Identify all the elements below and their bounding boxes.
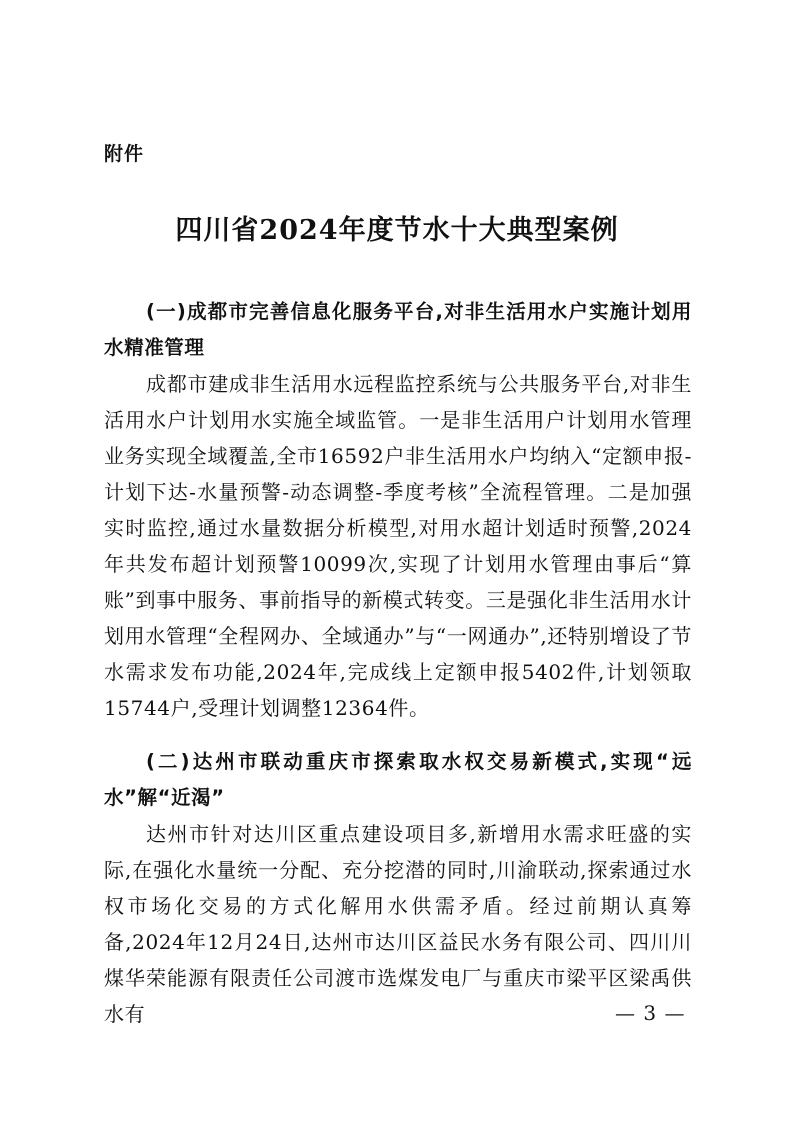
section-1-paragraph: 成都市建成非生活用水远程监控系统与公共服务平台,对非生活用水户计划用水实施全域监管。一是非生活用户计划用水管理业务实现全域覆盖,全市16592户非生活用水户均纳入“定额申报-计划下达-水量预警-动态调整-季度考核”全流程管理。二是加强实时监控,通过水量数据分析模型,对用水超计划适时预警,2024年共发布超计划预警10099次,实现了计划用水管理由事后“算账”到事中服务、事前指导的新模式转变。三是强化非生活用水计划用水管理“全程网办、全域通办”与“一网通办”,还特别增设了节水需求发布功能,2024年,完成线上定额申报5402件,计划领取15744户,受理计划调整12364件。 (104, 372, 692, 720)
page-number: — 3 — (615, 1001, 686, 1025)
document-title: 四川省2024年度节水十大典型案例 (175, 215, 619, 246)
section-2-heading: (二)达州市联动重庆市探索取水权交易新模式,实现“远水”解“近渴” (104, 750, 692, 809)
section-1-heading: (一)成都市完善信息化服务平台,对非生活用水户实施计划用水精准管理 (104, 300, 692, 359)
attachment-label: 附件 (104, 143, 145, 165)
section-2-paragraph: 达州市针对达川区重点建设项目多,新增用水需求旺盛的实际,在强化水量统一分配、充分挖潜的同时,川渝联动,探索通过水权市场化交易的方式化解用水供需矛盾。经过前期认真筹备,2024年12月24日,达州市达川区益民水务有限公司、四川川煤华荣能源有限责任公司渡市选煤发电厂与重庆市梁平区梁禹供水有 (104, 822, 692, 1026)
